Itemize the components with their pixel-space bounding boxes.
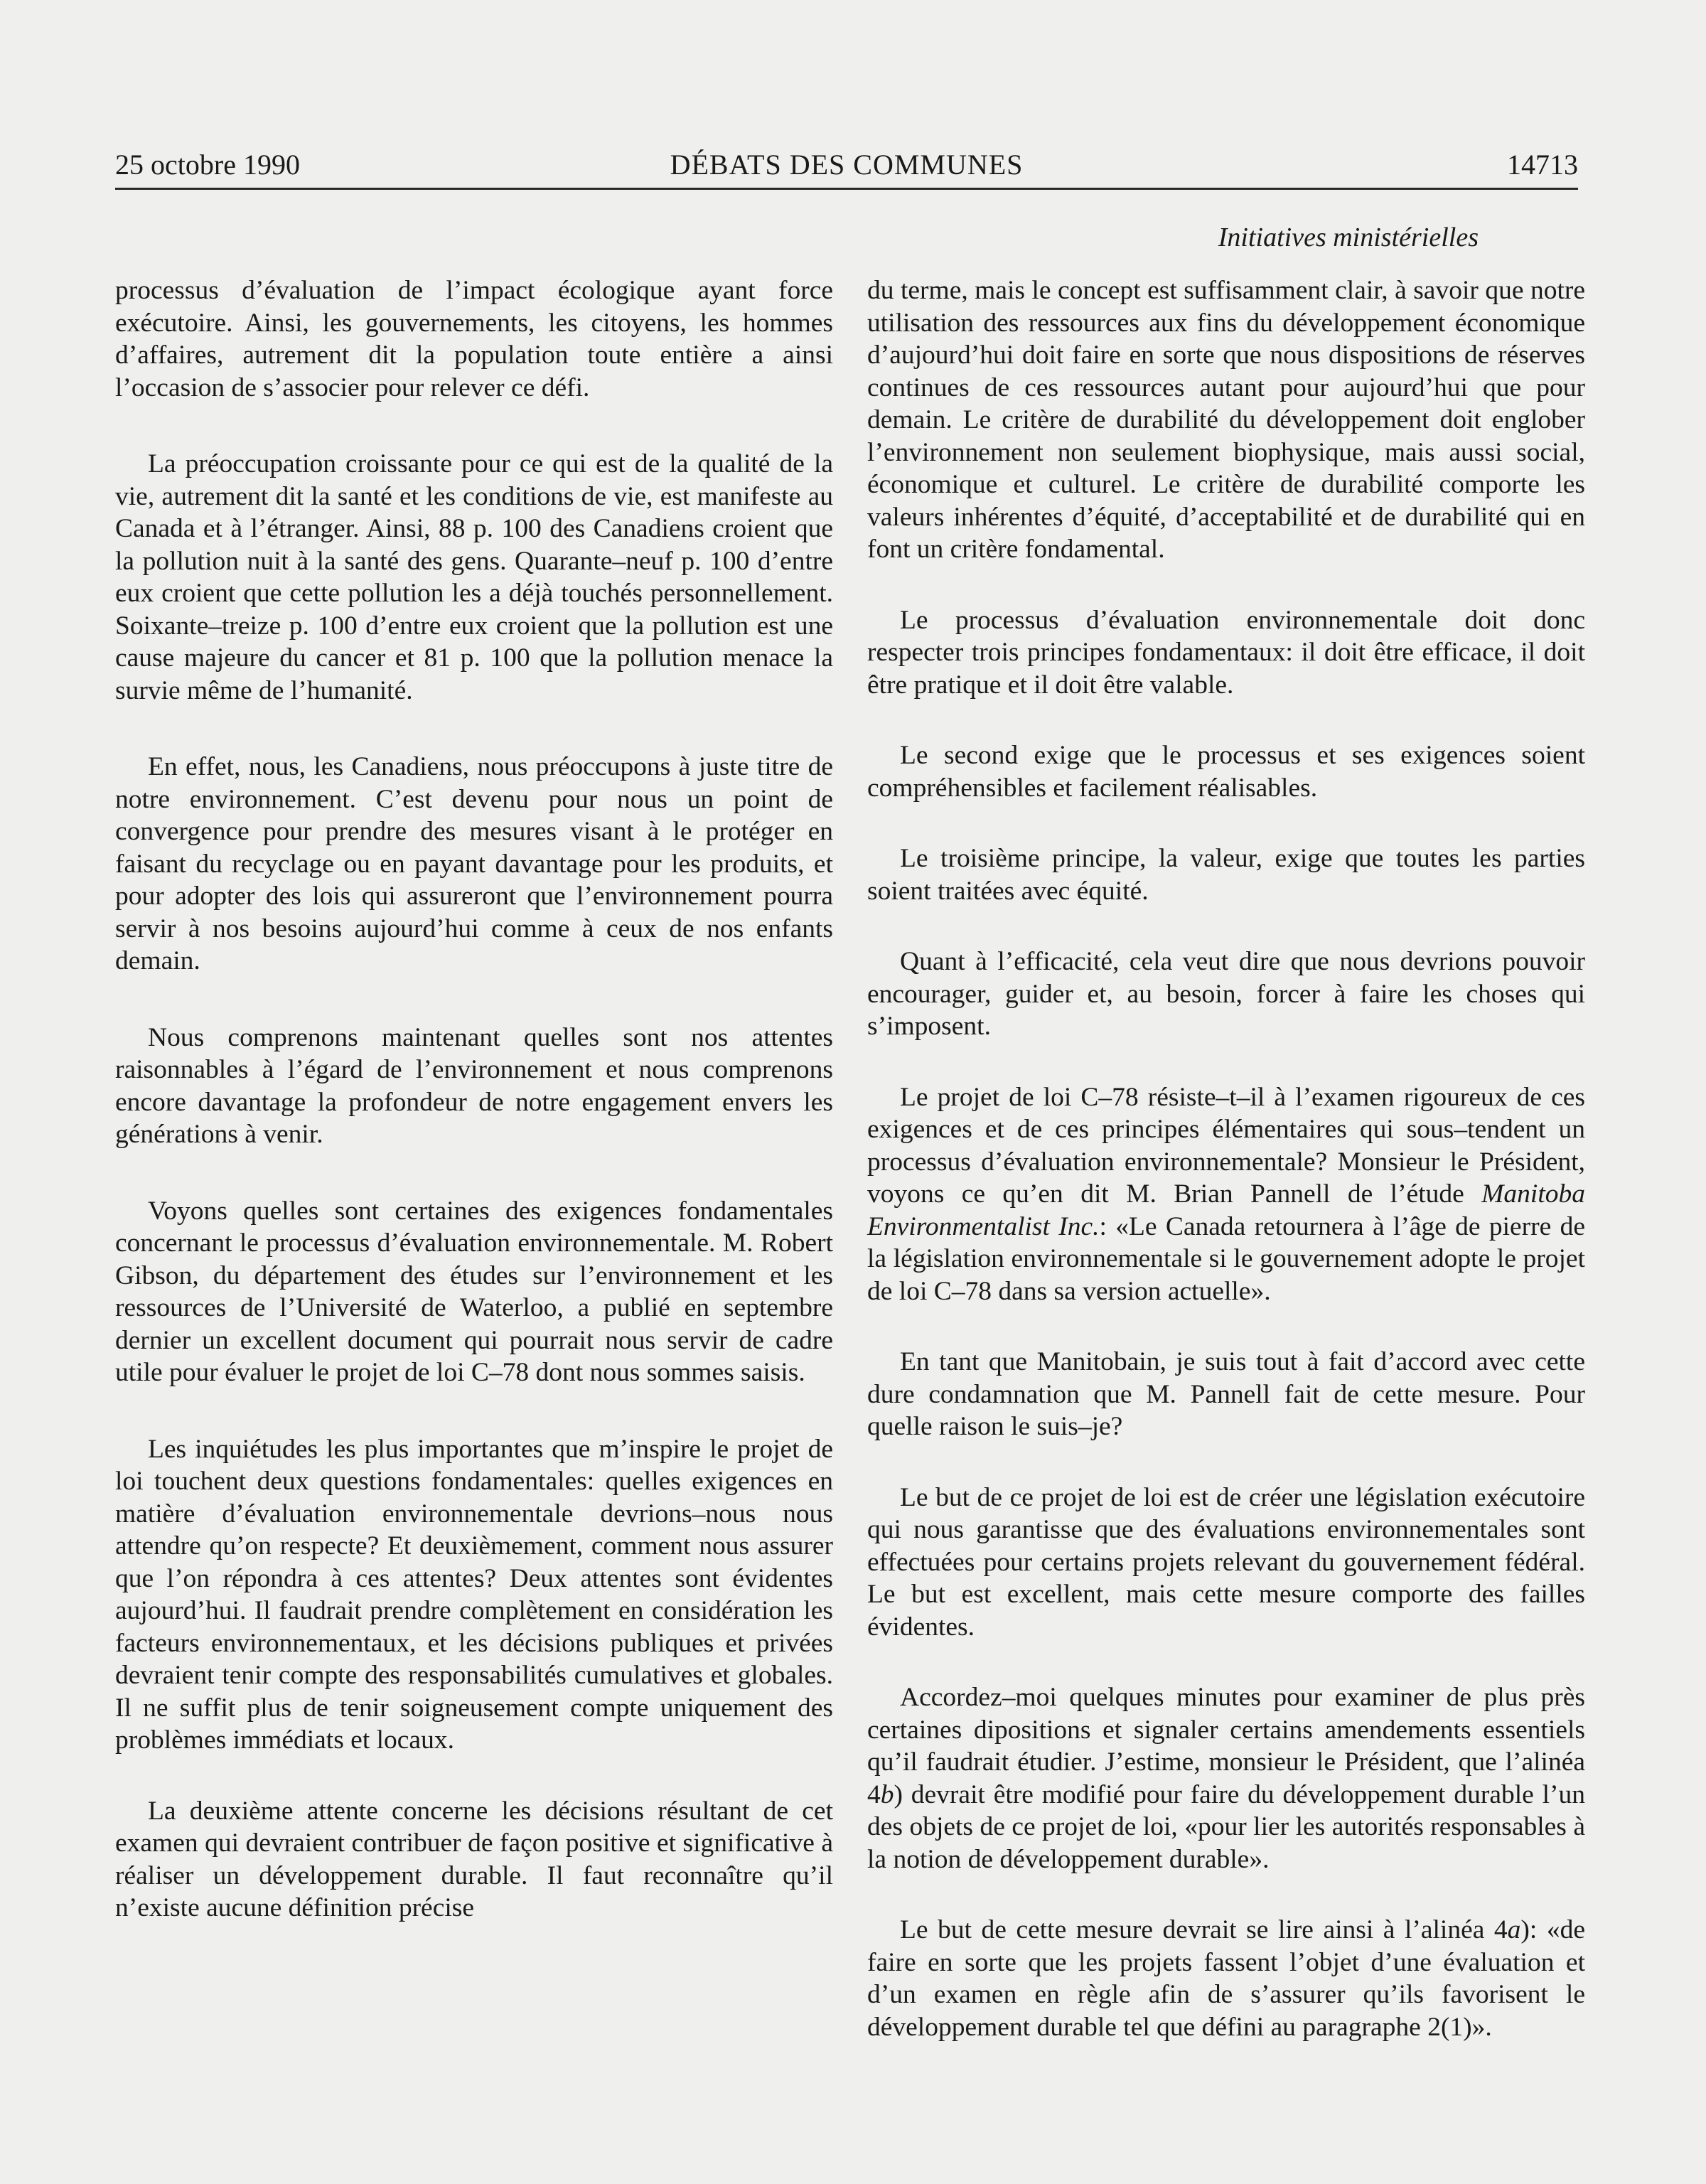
publication-name: Manitoba Environmentalist Inc. (867, 1179, 1585, 1241)
paragraph: Les inquiétudes les plus importantes que m’inspire le projet de loi touchent deux questions fondamentales: quelles exigences en matière d’évaluation environnementale devrions–nous nous attendre qu’on respecte? Et deuxièmement, comment nous assurer que l’on répondra à ces attentes? Deux attentes sont évidentes aujourd’hui. Il faudrait prendre complètement en considération les facteurs environnementaux, et les décisions publiques et privées devraient tenir compte des responsabilités cumulatives et globales. Il ne suffit plus de tenir soigneusement compte uniquement des problèmes immédiats et locaux. (115, 1434, 833, 1755)
paragraph: Le second exige que le processus et ses exigences soient compréhensibles et facilement réalisables. (867, 741, 1585, 803)
page-number: 14713 (1507, 149, 1578, 181)
paragraph (867, 1681, 1585, 1875)
paragraph-text: ) devrait être modifié pour faire du développement durable l’un des objets de ce projet de loi, «pour lier les autorités responsables à la notion de développement durable». (867, 1779, 1585, 1874)
paragraph: Le but de ce projet de loi est de créer une législation exécutoire qui nous garantisse que des évaluations environnementales sont effectuées pour certains projets relevant du gouvernement fédéral. Le but est excellent, mais cette mesure comporte des failles évidentes. (867, 1482, 1585, 1642)
page-header (115, 145, 1578, 190)
paragraph (867, 1914, 1585, 2043)
paragraph-text: Le projet de loi C–78 résiste–t–il à l’examen rigoureux de ces exigences et de ces principes élémentaires qui sous–tendent un processus d’évaluation environnementale? Monsieur le Président, voyons ce qu’en dit M. Brian Pannell de l’étude (867, 1082, 1585, 1209)
right-column (867, 274, 1585, 2082)
paragraph: processus d’évaluation de l’impact écologique ayant force exécutoire. Ainsi, les gouvernements, les citoyens, les hommes d’affaires, autrement dit la population toute entière a ainsi l’occasion de s’associer pour relever ce défi. (115, 276, 833, 402)
paragraph: En effet, nous, les Canadiens, nous préoccupons à juste titre de notre environnement. C’est devenu pour nous un point de convergence pour prendre des mesures visant à le protéger en faisant du recyclage ou en payant davantage pour les produits, et pour adopter des lois qui assureront que l’environnement pourra servir à nos besoins aujourd’hui comme à ceux de nos enfants demain. (115, 752, 833, 975)
header-title: DÉBATS DES COMMUNES (670, 149, 1024, 181)
section-rubric: Initiatives ministérielles (1218, 223, 1479, 252)
paragraph: Le troisième principe, la valeur, exige que toutes les parties soient traitées avec équité. (867, 844, 1585, 906)
paragraph-text: ): «de faire en sorte que les projets fassent l’objet d’une évaluation et d’un examen en règle afin de s’assurer qu’ils favorisent le développement durable tel que défini au paragraphe 2(1)». (867, 1915, 1585, 2042)
paragraph-text: Accordez–moi quelques minutes pour examiner de plus près certaines dipositions et signaler certains amendements essentiels qu’il faudrait étudier. J’estime, monsieur le Président, que l’alinéa 4 (867, 1683, 1585, 1809)
paragraph-text: Le but de cette mesure devrait se lire ainsi à l’alinéa 4 (900, 1915, 1508, 1944)
paragraph: Voyons quelles sont certaines des exigences fondamentales concernant le processus d’évaluation environnementale. M. Robert Gibson, du département des études sur l’environnement et les ressources de l’Université de Waterloo, a publié en septembre dernier un excellent document qui pourrait nous servir de cadre utile pour évaluer le projet de loi C–78 dont nous sommes saisis. (115, 1196, 833, 1387)
paragraph: Le processus d’évaluation environnementale doit donc respecter trois principes fondamentaux: il doit être efficace, il doit être pratique et il doit être valable. (867, 605, 1585, 700)
paragraph: En tant que Manitobain, je suis tout à fait d’accord avec cette dure condamnation que M. Pannell fait de cette mesure. Pour quelle raison le suis–je? (867, 1347, 1585, 1441)
clause-letter: b (880, 1779, 894, 1809)
left-column (115, 274, 833, 1963)
paragraph: La deuxième attente concerne les décisions résultant de cet examen qui devraient contribuer de façon positive et significative à réaliser un développement durable. Il faut reconnaître qu’il n’existe aucune définition précise (115, 1796, 833, 1922)
paragraph-text: : «Le Canada retournera à l’âge de pierre de la législation environnementale si le gouvernement adopte le projet de loi C–78 dans sa version actuelle». (867, 1211, 1585, 1306)
header-date: 25 octobre 1990 (115, 149, 300, 181)
paragraph: du terme, mais le concept est suffisamment clair, à savoir que notre utilisation des ressources aux fins du développement économique d’aujourd’hui doit faire en sorte que nous dispositions de réserves continues de ces ressources autant pour aujourd’hui que pour demain. Le critère de durabilité du développement doit englober l’environnement non seulement biophysique, mais aussi social, économique et culturel. Le critère de durabilité comporte les valeurs inhérentes d’équité, d’acceptabilité et de durabilité qui en font un critère fondamental. (867, 276, 1585, 564)
clause-letter: a (1507, 1915, 1521, 1944)
paragraph: La préoccupation croissante pour ce qui est de la qualité de la vie, autrement dit la santé et les conditions de vie, est manifeste au Canada et à l’étranger. Ainsi, 88 p. 100 des Canadiens croient que la pollution nuit à la santé des gens. Quarante–neuf p. 100 d’entre eux croient que cette pollution les a déjà touchés personnellement. Soixante–treize p. 100 d’entre eux croient que la pollution est une cause majeure du cancer et 81 p. 100 que la pollution menace la survie même de l’humanité. (115, 449, 833, 705)
paragraph: Quant à l’efficacité, cela veut dire que nous devrions pouvoir encourager, guider et, au besoin, forcer à faire les choses qui s’imposent. (867, 947, 1585, 1041)
paragraph: Nous comprenons maintenant quelles sont nos attentes raisonnables à l’égard de l’environnement et nous comprenons encore davantage la profondeur de notre engagement envers les générations à venir. (115, 1022, 833, 1149)
paragraph (867, 1081, 1585, 1308)
